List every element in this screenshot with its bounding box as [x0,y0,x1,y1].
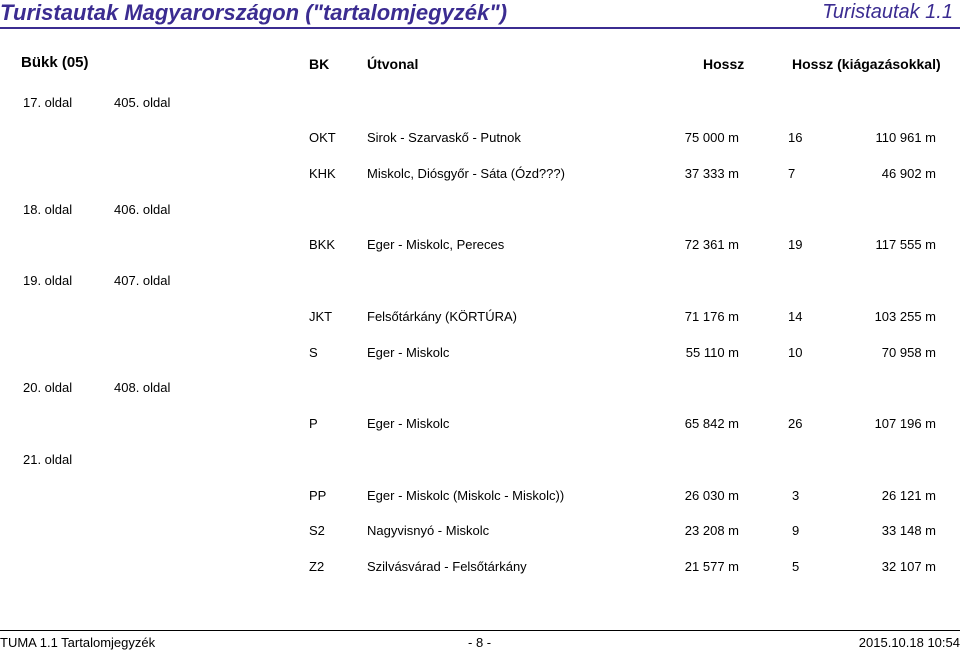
route-length: 75 000 m [684,130,739,145]
total-length: 26 121 m [881,488,936,503]
col-length-branches-header: Hossz (kiágazásokkal) [792,56,941,72]
route-code: JKT [309,309,333,324]
footer-page-number: - 8 - [468,635,492,650]
route-name: Eger - Miskolc, Pereces [367,237,505,252]
branch-count: 14 [788,309,803,324]
title-bar [0,0,960,28]
route-code: BKK [309,237,336,252]
route-name: Eger - Miskolc [367,345,450,360]
route-code: KHK [309,166,336,181]
col-length-header: Hossz [703,56,745,72]
total-length: 110 961 m [875,130,936,145]
route-name: Miskolc, Diósgyőr - Sáta (Ózd???) [367,166,565,181]
route-code: P [309,416,318,431]
title-divider [0,27,960,29]
branch-count: 26 [788,416,803,431]
route-code: PP [309,488,327,503]
branch-count: 10 [788,345,803,360]
total-length: 33 148 m [881,523,936,538]
route-length: 55 110 m [685,345,739,360]
total-length: 107 196 m [874,416,936,431]
route-length: 71 176 m [684,309,739,324]
total-length: 70 958 m [881,345,936,360]
route-name: Nagyvisnyó - Miskolc [367,523,490,538]
route-length: 21 577 m [684,559,739,574]
route-code: S [309,345,318,360]
footer-doc-label: TUMA 1.1 Tartalomjegyzék [0,635,156,650]
col-route-header: Útvonal [367,56,419,72]
total-length: 46 902 m [881,166,936,181]
route-code: S2 [309,523,325,538]
route-length: 26 030 m [684,488,739,503]
branch-count: 3 [792,488,800,503]
branch-count: 7 [788,166,796,181]
route-name: Sirok - Szarvaskő - Putnok [367,130,521,145]
footer-divider [0,630,960,631]
page-title: Turistautak Magyarországon ("tartalomjegyzék") [0,0,508,25]
region-heading: Bükk (05) [21,54,89,71]
branch-count: 16 [788,130,803,145]
branch-count: 5 [792,559,800,574]
page-ref: 17. oldal [23,95,73,110]
footer-timestamp: 2015.10.18 10:54 [858,635,960,650]
col-bk-header: BK [309,56,330,72]
route-code: OKT [309,130,336,145]
route-length: 23 208 m [684,523,739,538]
total-length: 103 255 m [874,309,936,324]
branch-count: 9 [792,523,800,538]
route-name: Eger - Miskolc [367,416,450,431]
map-ref: 406. oldal [114,202,171,217]
map-ref: 408. oldal [114,380,171,395]
brand-label: Turistautak 1.1 [822,1,953,23]
total-length: 32 107 m [881,559,936,574]
page-ref: 18. oldal [23,202,73,217]
route-length: 65 842 m [684,416,739,431]
route-length: 72 361 m [684,237,739,252]
route-name: Eger - Miskolc (Miskolc - Miskolc)) [367,488,565,503]
page-ref: 19. oldal [23,273,73,288]
route-name: Felsőtárkány (KÖRTÚRA) [367,309,518,324]
branch-count: 19 [788,237,803,252]
map-ref: 407. oldal [114,273,171,288]
route-length: 37 333 m [684,166,739,181]
map-ref: 405. oldal [114,95,171,110]
route-code: Z2 [309,559,325,574]
page-ref: 21. oldal [23,452,73,467]
page-ref: 20. oldal [23,380,73,395]
route-name: Szilvásvárad - Felsőtárkány [367,559,527,574]
total-length: 117 555 m [875,237,936,252]
